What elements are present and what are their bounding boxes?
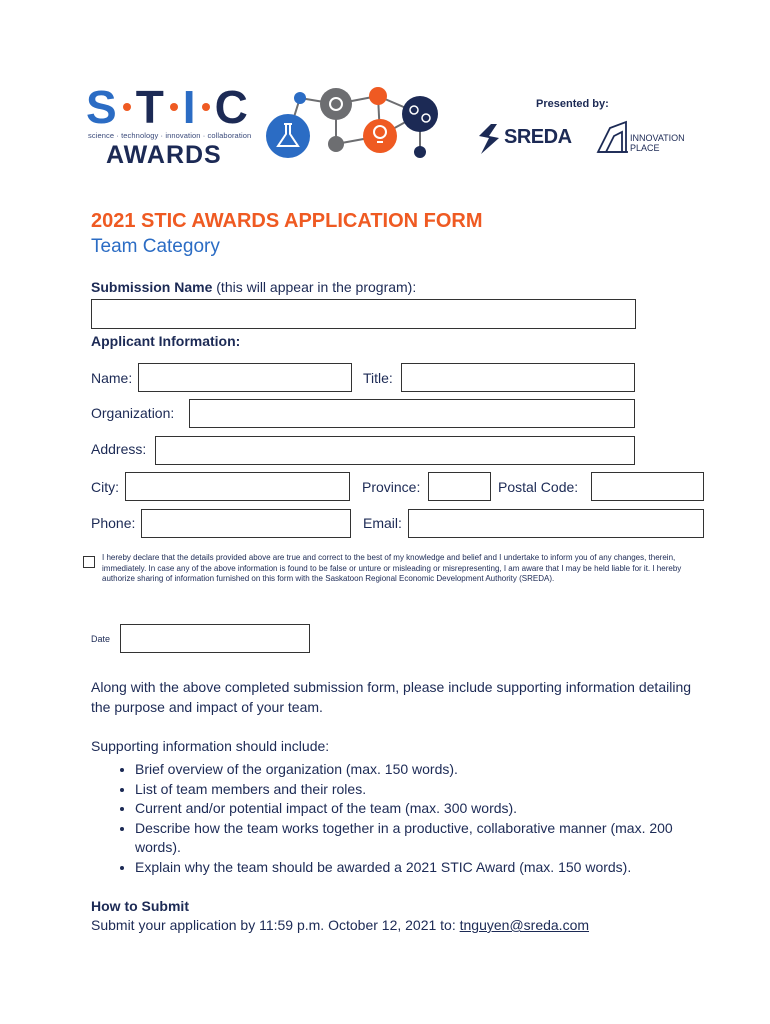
stic-letter-i: I <box>182 81 197 133</box>
innovation-lightbulb-icon <box>363 119 397 153</box>
molecule-node <box>328 136 344 152</box>
organization-label: Organization: <box>91 405 175 421</box>
applicant-info-heading: Applicant Information: <box>91 333 241 349</box>
city-input[interactable] <box>125 472 350 501</box>
province-input[interactable] <box>428 472 491 501</box>
stic-letter-c: C <box>214 81 249 133</box>
molecule-node <box>294 92 306 104</box>
postal-code-label: Postal Code: <box>498 479 579 495</box>
logo-tagline: science · technology · innovation · collaboration <box>88 131 252 140</box>
supporting-info-list <box>91 760 701 877</box>
submit-instructions: Submit your application by 11:59 p.m. October 12, 2021 to: tnguyen@sreda.com <box>91 917 590 933</box>
stic-dot <box>170 103 178 111</box>
email-label: Email: <box>363 515 402 531</box>
list-item: • Brief overview of the organization (max. 150 words). <box>135 760 701 780</box>
title-label: Title: <box>363 370 393 386</box>
phone-label: Phone: <box>91 515 136 531</box>
stic-dot <box>123 103 131 111</box>
date-input[interactable] <box>120 624 310 653</box>
date-label: Date <box>91 634 111 644</box>
list-item: • Explain why the team should be awarded a 2021 STIC Award (max. 150 words). <box>135 858 701 878</box>
title-input[interactable] <box>401 363 635 392</box>
form-title: 2021 STIC AWARDS APPLICATION FORM <box>91 210 483 232</box>
stic-dot <box>202 103 210 111</box>
address-label: Address: <box>91 441 147 457</box>
list-item: • List of team members and their roles. <box>135 780 701 800</box>
sreda-logo-text: SREDA <box>504 126 572 148</box>
molecule-node <box>414 146 426 158</box>
logo-awards-word: AWARDS <box>106 141 222 169</box>
stic-letter-s: S <box>86 81 118 133</box>
supporting-info-intro: Along with the above completed submission form, please include supporting information detailing the purpose and impact of your team. <box>91 679 692 715</box>
phone-input[interactable] <box>141 509 351 538</box>
submit-email-link[interactable]: tnguyen@sreda.com <box>459 917 590 933</box>
technology-gear-icon <box>320 88 352 120</box>
innovation-place-logo-text: INNOVATION PLACE <box>630 133 685 153</box>
name-label: Name: <box>91 370 133 386</box>
declaration-checkbox[interactable] <box>83 556 95 568</box>
postal-code-input[interactable] <box>591 472 704 501</box>
name-input[interactable] <box>138 363 352 392</box>
sreda-logo-icon <box>477 124 501 154</box>
how-to-submit-heading: How to Submit <box>91 898 189 914</box>
submission-name-label: Submission Name (this will appear in the program): <box>91 279 417 295</box>
list-item: • Describe how the team works together in a productive, collaborative manner (max. 200 words). <box>135 819 701 858</box>
stic-letter-t: T <box>135 81 165 133</box>
supporting-info-heading: Supporting information should include: <box>91 738 330 754</box>
submission-name-input[interactable] <box>91 299 636 329</box>
province-label: Province: <box>362 479 421 495</box>
stic-logo <box>86 81 249 133</box>
email-input[interactable] <box>408 509 704 538</box>
organization-input[interactable] <box>189 399 635 428</box>
declaration-text: I hereby declare that the details provided above are true and correct to the best of my knowledge and belief and I undertake to inform you of any changes, therein, immediately. In case any of the above information is found to be false or unture or misleading or misrepresenting, I am aware that I may be held liable for it. I hereby authorize sharing of information furnished on this form with the Saskatoon Regional Economic Development Authority (SREDA). <box>102 553 682 583</box>
innovation-place-logo-icon <box>596 118 630 154</box>
form-subtitle: Team Category <box>91 236 220 257</box>
molecule-node <box>369 87 387 105</box>
list-item: • Current and/or potential impact of the team (max. 300 words). <box>135 799 701 819</box>
presented-by-label: Presented by: <box>536 98 609 110</box>
collaboration-icon <box>402 96 438 132</box>
molecule-graphic <box>262 84 442 166</box>
science-flask-icon <box>266 114 310 158</box>
address-input[interactable] <box>155 436 635 465</box>
city-label: City: <box>91 479 119 495</box>
